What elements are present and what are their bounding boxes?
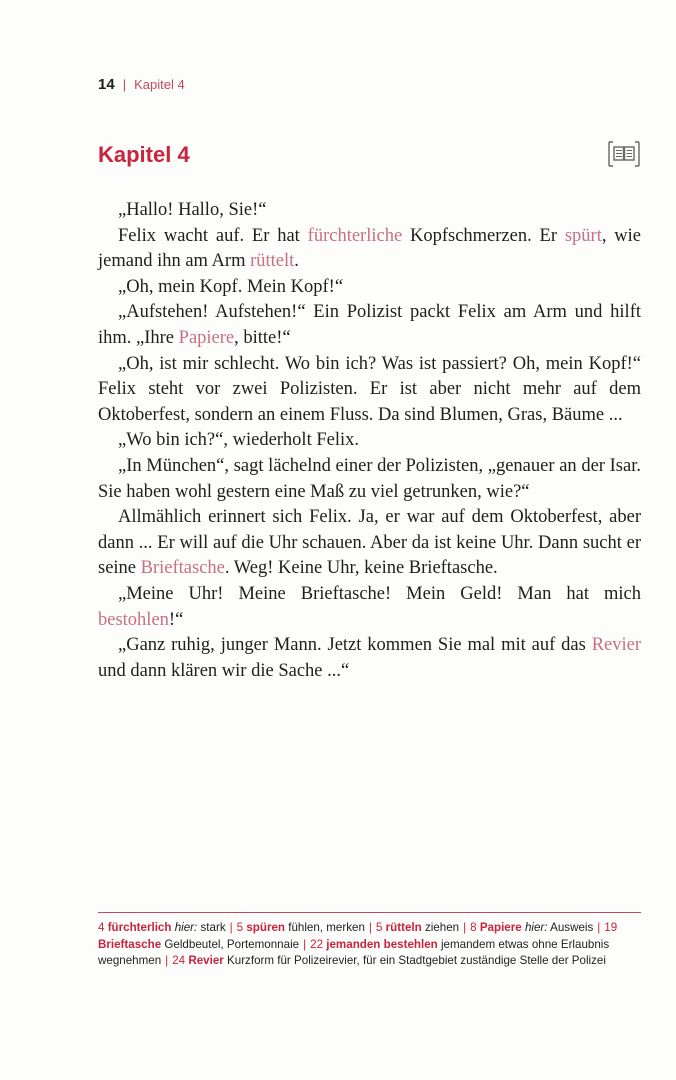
paragraph <box>98 428 641 454</box>
text-run: „Oh, mein Kopf. Mein Kopf!“ <box>118 276 344 297</box>
text-run: Felix wacht auf. Er hat <box>118 225 308 246</box>
text-run: Allmählich erinnert sich Felix. Ja, er war auf dem Oktoberfest, aber dann ... Er will auf die Uhr schauen. Aber da ist keine Uhr. Dann sucht er seine <box>98 507 641 579</box>
paragraph <box>98 505 641 582</box>
footnote-term: jemanden bestehlen <box>326 937 438 951</box>
paragraph <box>98 633 641 684</box>
footnote-separator: | <box>229 921 233 934</box>
running-head-chapter: Kapitel 4 <box>134 77 185 92</box>
page-number: 14 <box>98 76 115 93</box>
text-run: . Weg! Keine Uhr, keine Brieftasche. <box>224 558 498 579</box>
chapter-title: Kapitel 4 <box>98 142 190 167</box>
footnote-entry <box>237 921 365 934</box>
story-text <box>98 198 641 684</box>
footnote-definition: Ausweis <box>550 921 594 934</box>
text-run: Kopfschmerzen. Er <box>402 225 565 246</box>
footnote-definition: jemandem etwas ohne Erlaubnis wegnehmen <box>98 937 610 967</box>
footnote-entry <box>470 921 593 934</box>
text-run: und dann klären wir die Sache ...“ <box>98 660 350 681</box>
footnote-line-number: 8 <box>470 921 477 934</box>
footnote-definition: fühlen, merken <box>288 921 365 934</box>
footnote-line-number: 5 <box>236 921 244 934</box>
glossary-word: fürchterliche <box>307 225 403 246</box>
glossary-word: rüttelt <box>250 251 295 272</box>
paragraph <box>98 300 641 351</box>
text-run: !“ <box>168 609 184 630</box>
book-icon[interactable] <box>606 140 642 168</box>
footnote-definition: Kurzform für Polizeirevier, für ein Stadtgebiet zuständige Stelle der Polizei <box>227 954 606 967</box>
footnotes <box>98 920 646 970</box>
footnote-separator: | <box>368 921 372 934</box>
footnote-separator: | <box>165 954 169 967</box>
footnote-term: fürchterlich <box>107 921 172 934</box>
footnote-separator: | <box>303 937 307 951</box>
footnote-qualifier: hier: <box>524 921 548 934</box>
footnote-definition: Geldbeutel, Portemonnaie <box>164 937 300 951</box>
footnote-qualifier: hier: <box>174 921 198 934</box>
footnote-divider <box>98 912 641 913</box>
running-head <box>98 76 185 93</box>
text-run: „Aufstehen! Aufstehen!“ Ein Polizist packt Felix am Arm und hilft ihm. „Ihre <box>98 302 641 348</box>
footnote-entry <box>98 921 226 934</box>
footnote-separator: | <box>463 921 467 934</box>
footnote-term: spüren <box>246 921 285 934</box>
footnote-line-number: 4 <box>98 921 105 934</box>
text-run: „Meine Uhr! Meine Brieftasche! Mein Geld! Man hat mich <box>118 583 641 604</box>
text-run: , wie jemand ihn am Arm <box>98 225 642 272</box>
text-run: „In München“, sagt lächelnd einer der Polizisten, „genauer an der Isar. Sie haben wohl gestern eine Maß zu viel getrunken, wie?“ <box>98 455 641 502</box>
glossary-word: Papiere <box>178 327 235 348</box>
footnote-separator: | <box>597 921 601 934</box>
paragraph <box>98 454 641 505</box>
text-run: , bitte!“ <box>234 327 291 348</box>
paragraph <box>98 224 641 275</box>
footnote-term: rütteln <box>385 921 422 934</box>
text-run: „Oh, ist mir schlecht. Wo bin ich? Was ist passiert? Oh, mein Kopf!“ Felix steht vor zwei Polizisten. Er ist aber nicht mehr auf dem Oktoberfest, sondern an einem Fluss. Da sind Blumen, Gras, Bäume ... <box>98 353 641 425</box>
footnote-term: Brieftasche <box>98 937 162 951</box>
footnote-definition: ziehen <box>424 921 460 934</box>
footnote-line-number: 22 <box>310 937 324 951</box>
footnote-line-number: 5 <box>375 921 383 934</box>
glossary-word: spürt <box>564 225 602 246</box>
text-run: „Hallo! Hallo, Sie!“ <box>118 200 267 220</box>
header-separator: | <box>122 77 127 92</box>
footnote-line-number: 24 <box>172 954 186 967</box>
footnote-entry <box>172 954 606 967</box>
paragraph <box>98 275 641 301</box>
glossary-word: Revier <box>591 635 641 656</box>
footnote-entry <box>376 921 459 934</box>
paragraph <box>98 352 641 429</box>
glossary-word: Brieftasche <box>140 558 225 579</box>
text-run: . <box>294 251 299 272</box>
paragraph <box>98 198 641 224</box>
text-run: „Wo bin ich?“, wiederholt Felix. <box>118 430 359 451</box>
text-run: „Ganz ruhig, junger Mann. Jetzt kommen Sie mal mit auf das <box>118 635 592 656</box>
footnote-line-number: 19 <box>604 921 618 934</box>
footnote-term: Papiere <box>479 921 522 934</box>
footnote-term: Revier <box>188 954 224 967</box>
glossary-word: bestohlen <box>98 609 169 630</box>
paragraph <box>98 582 641 633</box>
footnote-definition: stark <box>200 921 226 934</box>
